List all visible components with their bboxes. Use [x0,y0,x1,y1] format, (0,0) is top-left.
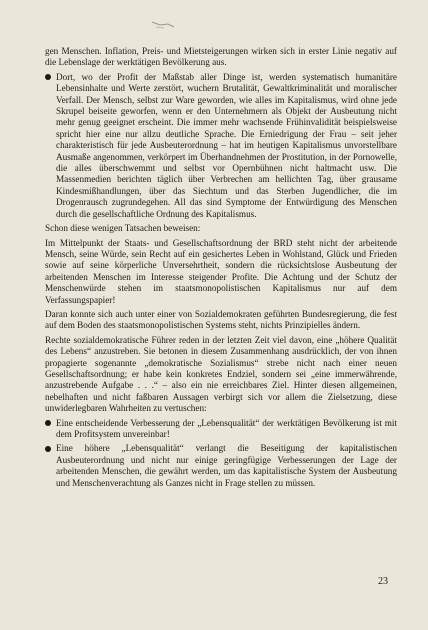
paragraph-quality-of-life: Rechte sozialdemokratische Führer reden in der letzten Zeit viel davon, eine „höhere Qualität des Lebens“ anzustreben. Sie betonen in diesem Zusammenhang ausdrücklich, der von ihnen propagierte sogenannte „demokratische Sozialismus“ strebe nicht nach einer neuen Gesellschaftsordnung; er habe kein konkretes Endziel, sondern sei „eine immerwährende, anzustrebende Aufgabe . . .“ – also ein nie erreichbares Ziel. Hinter diesen allgemeinen, nebelhaften und nicht faßbaren Aussagen verbirgt sich vor allem die Zielsetzung, diese unwiderlegbaren Wahrheiten zu vertuschen: [45,334,397,414]
bullet-paragraph-improvement: Eine entscheidende Verbesserung der „Lebensqualität“ der werktätigen Bevölkerung ist mit dem Profitsystem unvereinbar! [45,418,397,441]
bullet-icon [45,420,51,426]
scan-artifact-mark [150,18,176,32]
paragraph-brd: Im Mittelpunkt der Staats- und Gesellschaftsordnung der BRD steht nicht der arbeitende Mensch, seine Würde, sein Recht auf ein gesichertes Leben in Wohlstand, Glück und Frieden sowie auf seine körperliche Unversehrtheit, sondern die rücksichtslose Ausbeutung der arbeitenden Menschen im Interesse steigender Profite. Die Achtung und der Schutz der Menschenwürde stehen im staatsmonopolistischen Kapitalismus nur auf dem Verfassungspapier! [45,237,397,305]
bullet-icon [45,74,51,80]
page-number: 23 [378,576,388,587]
bullet-icon [45,446,51,452]
body-text [45,46,397,492]
bullet-paragraph-higher-quality: Eine höhere „Lebensqualität“ verlangt die Beseitigung der kapitalistischen Ausbeuterordnung und nicht nur einige geringfügige Verbesserungen der Lage der arbeitenden Menschen, die gewährt werden, um das kapitalistische System der Ausbeutung und Menschenverachtung als Ganzes nicht in Frage stellen zu müssen. [45,443,397,489]
paragraph-social-democrats: Daran konnte sich auch unter einer von Sozialdemokraten geführten Bundesregierung, die fest auf dem Boden des staatsmonopolistischen Systems steht, nichts Prinzipielles ändern. [45,308,397,331]
paragraph-1: gen Menschen. Inflation, Preis- und Mietsteigerungen wirken sich in erster Linie negativ auf die Lebenslage der werktätigen Bevölkerung aus. [45,46,397,68]
bullet-paragraph-profit: Dort, wo der Profit der Maßstab aller Dinge ist, werden systematisch humanitäre Lebensinhalte und Werte zerstört, wuchern Brutalität, Gewaltkriminalität und moralischer Verfall. Der Mensch, selbst zur Ware geworden, wie alles im Kapitalismus, wird ohne jede Skrupel beiseite geworfen, wenn er den Unternehmern als Objekt der Ausbeutung nicht mehr genug geeignet erscheint. Die immer mehr wachsende Frühinvalidität beispielsweise spricht hier eine nur allzu deutliche Sprache. Die Erniedrigung der Frau – seit jeher charakteristisch für jede Ausbeuterordnung – hat im heutigen Kapitalismus unvorstellbare Ausmaße angenommen, verkörpert im Überhandnehmen der Prostitution, in der Pornowelle, die alles überschwemmt und selbst vor Opernbühnen nicht haltmacht usw. Die Massenmedien berichten täglich über Verbrechen am hellichten Tag, über grausame Kindesmißhandlungen, über das Siechtum und das Sterben Jugendlicher, die im Drogenrausch zugrundegehen. All das sind Symptome der Entwürdigung des Menschen durch die gesellschaftliche Ordnung des Kapitalismus. [45,72,397,220]
paragraph-facts: Schon diese wenigen Tatsachen beweisen: [45,223,201,234]
